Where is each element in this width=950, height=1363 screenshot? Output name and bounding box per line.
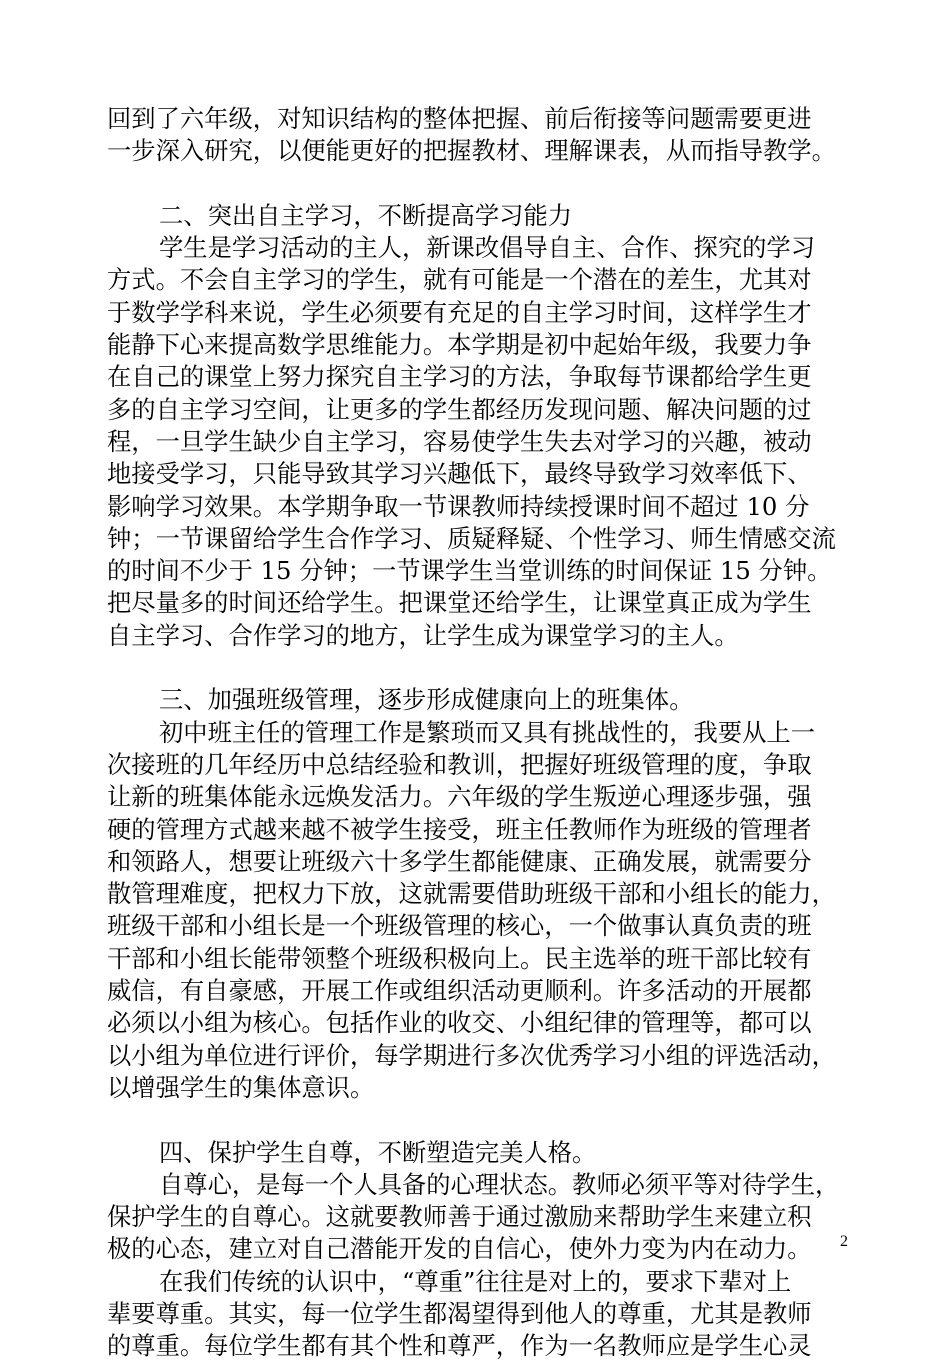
paragraph-gap xyxy=(107,168,851,200)
document-body xyxy=(107,103,851,1363)
text-line: 把尽量多的时间还给学生。把课堂还给学生，让课堂真正成为学生 xyxy=(107,588,812,618)
text-line: 多的自主学习空间，让更多的学生都经历发现问题、解决问题的过 xyxy=(107,394,812,424)
text-line: 次接班的几年经历中总结经验和教训，把握好班级管理的度，争取 xyxy=(107,749,812,779)
text-line: 硬的管理方式越来越不被学生接受，班主任教师作为班级的管理者 xyxy=(107,814,812,844)
text-line: 和领路人，想要让班级六十多学生都能健康、正确发展，就需要分 xyxy=(107,846,812,876)
text-line: 保护学生的自尊心。这就要教师善于通过激励来帮助学生来建立积 xyxy=(107,1202,812,1232)
text-line: 极的心态，建立对自己潜能开发的自信心，使外力变为内在动力。 xyxy=(107,1234,812,1264)
text-line: 自主学习、合作学习的地方，让学生成为课堂学习的主人。 xyxy=(107,620,739,650)
text-line: 的尊重。每位学生都有其个性和尊严，作为一名教师应是学生心灵 xyxy=(107,1331,812,1361)
section-heading: 二、突出自主学习，不断提高学习能力 xyxy=(159,200,573,230)
text-line: 回到了六年级，对知识结构的整体把握、前后衔接等问题需要更进 xyxy=(107,104,812,133)
text-line: 钟；一节课留给学生合作学习、质疑释疑、个性学习、师生情感交流 xyxy=(107,523,836,553)
paragraph-start-line: 在我们传统的认识中，“尊重”往往是对上的，要求下辈对上 xyxy=(159,1266,792,1296)
text-line: 影响学习效果。本学期争取一节课教师持续授课时间不超过 10 分 xyxy=(107,491,810,521)
text-line: 以小组为单位进行评价，每学期进行多次优秀学习小组的评选活动， xyxy=(107,1040,836,1070)
paragraph-start-line: 自尊心，是每一个人具备的心理状态。教师必须平等对待学生， xyxy=(159,1169,840,1199)
text-line: 以增强学生的集体意识。 xyxy=(107,1072,375,1102)
paragraph-gap xyxy=(107,1104,851,1136)
paragraph-start-line: 学生是学习活动的主人，新课改倡导自主、合作、探究的学习 xyxy=(159,233,816,263)
section-heading: 四、保护学生自尊，不断塑造完美人格。 xyxy=(159,1137,597,1167)
text-line: 班级干部和小组长是一个班级管理的核心，一个做事认真负责的班 xyxy=(107,911,812,941)
text-line: 在自己的课堂上努力探究自主学习的方法，争取每节课都给学生更 xyxy=(107,362,812,392)
text-line: 程，一旦学生缺少自主学习，容易使学生失去对学习的兴趣，被动 xyxy=(107,426,812,456)
text-line: 于数学学科来说，学生必须要有充足的自主学习时间，这样学生才 xyxy=(107,297,812,327)
text-line: 的时间不少于 15 分钟；一节课学生当堂训练的时间保证 15 分钟。 xyxy=(107,556,832,586)
text-line: 让新的班集体能永远焕发活力。六年级的学生叛逆心理逐步强，强 xyxy=(107,782,812,812)
text-line: 能静下心来提高数学思维能力。本学期是初中起始年级，我要力争 xyxy=(107,330,812,360)
text-line: 地接受学习，只能导致其学习兴趣低下，最终导致学习效率低下、 xyxy=(107,459,812,489)
text-line: 辈要尊重。其实，每一位学生都渴望得到他人的尊重，尤其是教师 xyxy=(107,1298,812,1328)
page-number: 2 xyxy=(840,1233,848,1250)
text-line: 一步深入研究，以便能更好的把握教材、理解课表，从而指导教学。 xyxy=(107,136,836,166)
text-line: 威信，有自豪感，开展工作或组织活动更顺利。许多活动的开展都 xyxy=(107,976,812,1006)
text-line: 方式。不会自主学习的学生，就有可能是一个潜在的差生，尤其对 xyxy=(107,265,812,295)
text-line: 干部和小组长能带领整个班级积极向上。民主选举的班干部比较有 xyxy=(107,943,812,973)
text-line: 必须以小组为核心。包括作业的收交、小组纪律的管理等，都可以 xyxy=(107,1008,812,1038)
section-heading: 三、加强班级管理，逐步形成健康向上的班集体。 xyxy=(159,685,694,715)
text-line: 散管理难度，把权力下放，这就需要借助班级干部和小组长的能力， xyxy=(107,879,836,909)
paragraph-start-line: 初中班主任的管理工作是繁琐而又具有挑战性的，我要从上一 xyxy=(159,717,816,747)
paragraph-gap xyxy=(107,652,851,684)
